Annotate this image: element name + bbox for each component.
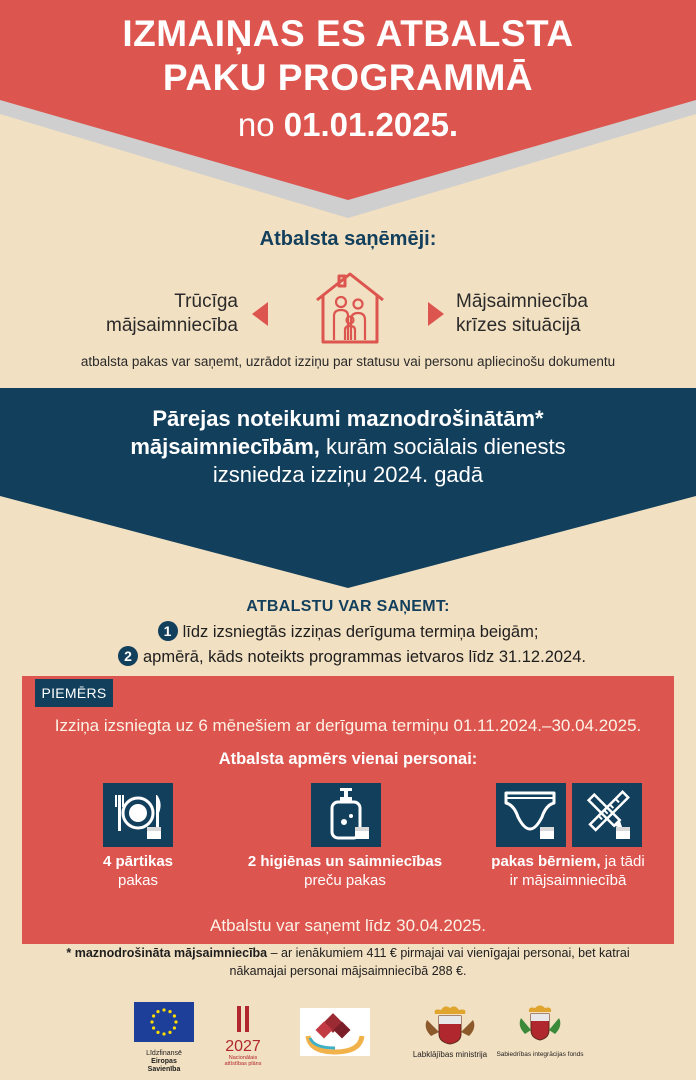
number-badge-1: 1 xyxy=(158,621,178,641)
valid-till-text: Atbalstu var saņemt līdz 30.04.2025. xyxy=(210,916,486,935)
recipient-right-line-1: Mājsaimniecība xyxy=(456,291,588,312)
children-pack-caption xyxy=(470,852,666,890)
recipients-title: Atbalsta saņēmēji: xyxy=(259,228,437,250)
footnote-text: – ar ienākumiem 411 € pirmajai vai vienīgajai personai, bet katrai xyxy=(267,946,630,960)
recipient-left-line-1: Trūcīga xyxy=(174,291,238,312)
recipient-crisis-household xyxy=(456,290,588,338)
nap-logo xyxy=(218,1004,268,1067)
hygiene-pack-label: preču pakas xyxy=(304,872,386,889)
example-description: Izziņa izsniegta uz 6 mēnešiem ar derīguma termiņu 01.11.2024.–30.04.2025. xyxy=(54,716,642,735)
soap-dispenser-icon xyxy=(311,783,381,847)
children-pack-label: ir mājsaimniecībā xyxy=(509,872,627,889)
example-tag: PIEMĒRS xyxy=(35,679,113,707)
children-pack-bold: pakas bērniem, xyxy=(491,853,601,870)
school-supplies-icon xyxy=(572,783,642,847)
eu-logo-line-1: Līdzfinansē xyxy=(146,1050,182,1057)
integration-fund-logo xyxy=(495,1002,585,1064)
can-receive-text-1: līdz izsniegtās izziņas derīguma termiņa beigām; xyxy=(182,623,539,641)
eu-logo-line-2: Eiropas Savienība xyxy=(147,1058,181,1073)
food-aid-program-logo xyxy=(300,1008,370,1056)
transition-bold-1: Pārejas noteikumi maznodrošinātām* xyxy=(152,406,544,431)
children-pack-inline: ja tādi xyxy=(600,853,645,870)
title-date: 01.01.2025. xyxy=(283,106,459,143)
food-pack-label: pakas xyxy=(117,872,159,889)
support-amount-title: Atbalsta apmērs vienai personai: xyxy=(218,750,478,768)
title-date-prefix: no xyxy=(237,106,275,143)
footnote-term: * maznodrošināta mājsaimniecība xyxy=(66,946,268,960)
transition-rest-2: kurām sociālais dienests xyxy=(319,434,566,459)
can-receive-item-1 xyxy=(0,621,696,642)
welfare-ministry-name: Labklājības ministrija xyxy=(412,1050,488,1059)
nap-line-2: attīstības plāns xyxy=(224,1061,262,1067)
footnote-line-2: nākamajai personai mājsaimniecībā 288 €. xyxy=(229,964,467,978)
arrow-right-icon xyxy=(428,302,444,326)
recipient-left-line-2: mājsaimniecība xyxy=(106,315,238,336)
transition-rules-text xyxy=(40,405,656,489)
hygiene-pack-count: 2 higiēnas un saimniecības xyxy=(247,853,443,870)
arrow-left-icon xyxy=(252,302,268,326)
recipient-poor-household xyxy=(106,290,238,338)
latvia-coat-of-arms-icon xyxy=(495,1002,585,1046)
transition-bold-2: mājsaimniecībām, xyxy=(130,434,320,459)
transition-line-3: izsniedza izziņu 2024. gadā xyxy=(212,462,484,487)
food-plate-cutlery-icon xyxy=(103,783,173,847)
number-badge-2: 2 xyxy=(118,646,138,666)
footnote xyxy=(40,944,656,980)
latvia-coat-of-arms-icon xyxy=(405,1002,495,1046)
can-receive-item-2 xyxy=(0,646,696,667)
recipient-right-line-2: krīzes situācijā xyxy=(456,315,581,336)
nap-bars-icon xyxy=(218,1004,268,1034)
diaper-icon xyxy=(496,783,566,847)
title-line-1: IZMAIŅAS ES ATBALSTA xyxy=(122,13,574,54)
nap-line-1: Nacionālais xyxy=(228,1055,258,1061)
house-family-icon xyxy=(313,270,387,346)
recipients-note: atbalsta pakas var saņemt, uzrādot izziņu par statusu vai personu apliecinošu dokumentu xyxy=(80,354,616,369)
eu-logo xyxy=(134,1002,194,1073)
nap-year: 2027 xyxy=(225,1038,261,1055)
hands-diamond-icon xyxy=(300,1008,370,1056)
title-line-2: PAKU PROGRAMMĀ xyxy=(162,57,534,98)
page-title xyxy=(0,12,696,148)
food-pack-caption xyxy=(60,852,216,890)
can-receive-text-2: apmērā, kāds noteikts programmas ietvaros līdz 31.12.2024. xyxy=(143,648,586,666)
integration-fund-name: Sabiedrības integrācijas fonds xyxy=(496,1051,584,1058)
can-receive-title: ATBALSTU VAR SAŅEMT: xyxy=(246,598,450,615)
food-pack-count: 4 pārtikas xyxy=(102,853,174,870)
hygiene-pack-caption xyxy=(240,852,450,890)
welfare-ministry-logo xyxy=(405,1002,495,1064)
title-date-line xyxy=(0,102,696,148)
eu-flag-icon xyxy=(134,1002,194,1042)
